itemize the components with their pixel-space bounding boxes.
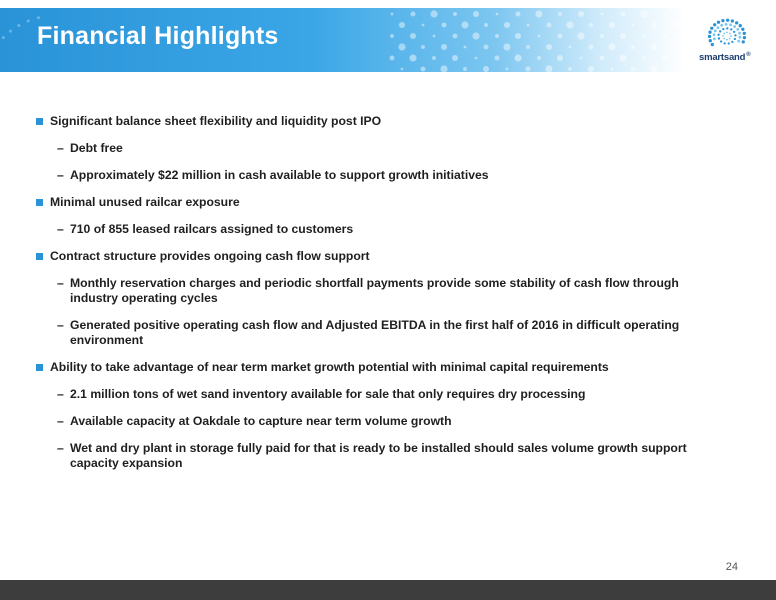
- sub-bullet-dash: –: [57, 441, 64, 455]
- smartsand-swirl-icon: [694, 16, 770, 82]
- company-logo-text: [699, 52, 750, 63]
- bullet-square-icon: [36, 118, 43, 125]
- sub-bullet-dash: –: [57, 141, 64, 155]
- sub-bullet-dash: –: [57, 414, 64, 428]
- sub-bullet-text: 2.1 million tons of wet sand inventory available for sale that only requires dry processing: [70, 387, 586, 401]
- sub-bullet-dash: –: [57, 318, 64, 332]
- logo-registered-mark: ®: [746, 52, 751, 58]
- bullet-text: Significant balance sheet flexibility and liquidity post IPO: [50, 114, 382, 128]
- bullet-square-icon: [36, 253, 43, 260]
- logo-wordmark: smartsand: [699, 52, 746, 63]
- sub-bullet-text: Approximately $22 million in cash available to support growth initiatives: [70, 168, 489, 182]
- sub-bullet-dash: –: [57, 168, 64, 182]
- slide-title: Financial Highlights: [37, 22, 279, 50]
- sub-bullet-text: Generated positive operating cash flow and Adjusted EBITDA in the first half of 2016 in difficult operating environment: [70, 318, 680, 347]
- sub-bullet-text: Debt free: [70, 141, 123, 155]
- bullet-text: Minimal unused railcar exposure: [50, 195, 240, 209]
- sub-bullet-text: Wet and dry plant in storage fully paid for that is ready to be installed should sales volume growth support capacity expansion: [70, 441, 687, 470]
- sub-bullet-text: 710 of 855 leased railcars assigned to customers: [70, 222, 354, 236]
- sub-bullet-dash: –: [57, 276, 64, 290]
- bullet-square-icon: [36, 199, 43, 206]
- sub-bullet-dash: –: [57, 387, 64, 401]
- sub-bullet-text: Monthly reservation charges and periodic shortfall payments provide some stability of cash flow through industry operating cycles: [70, 276, 679, 305]
- page-number: 24: [725, 561, 738, 573]
- sub-bullet-text: Available capacity at Oakdale to capture near term volume growth: [70, 414, 452, 428]
- bullet-square-icon: [36, 364, 43, 371]
- sub-bullet-dash: –: [57, 222, 64, 236]
- bullet-text: Contract structure provides ongoing cash flow support: [50, 249, 370, 263]
- footer-bar: [0, 580, 776, 600]
- bullet-text: Ability to take advantage of near term market growth potential with minimal capital requirements: [50, 360, 609, 374]
